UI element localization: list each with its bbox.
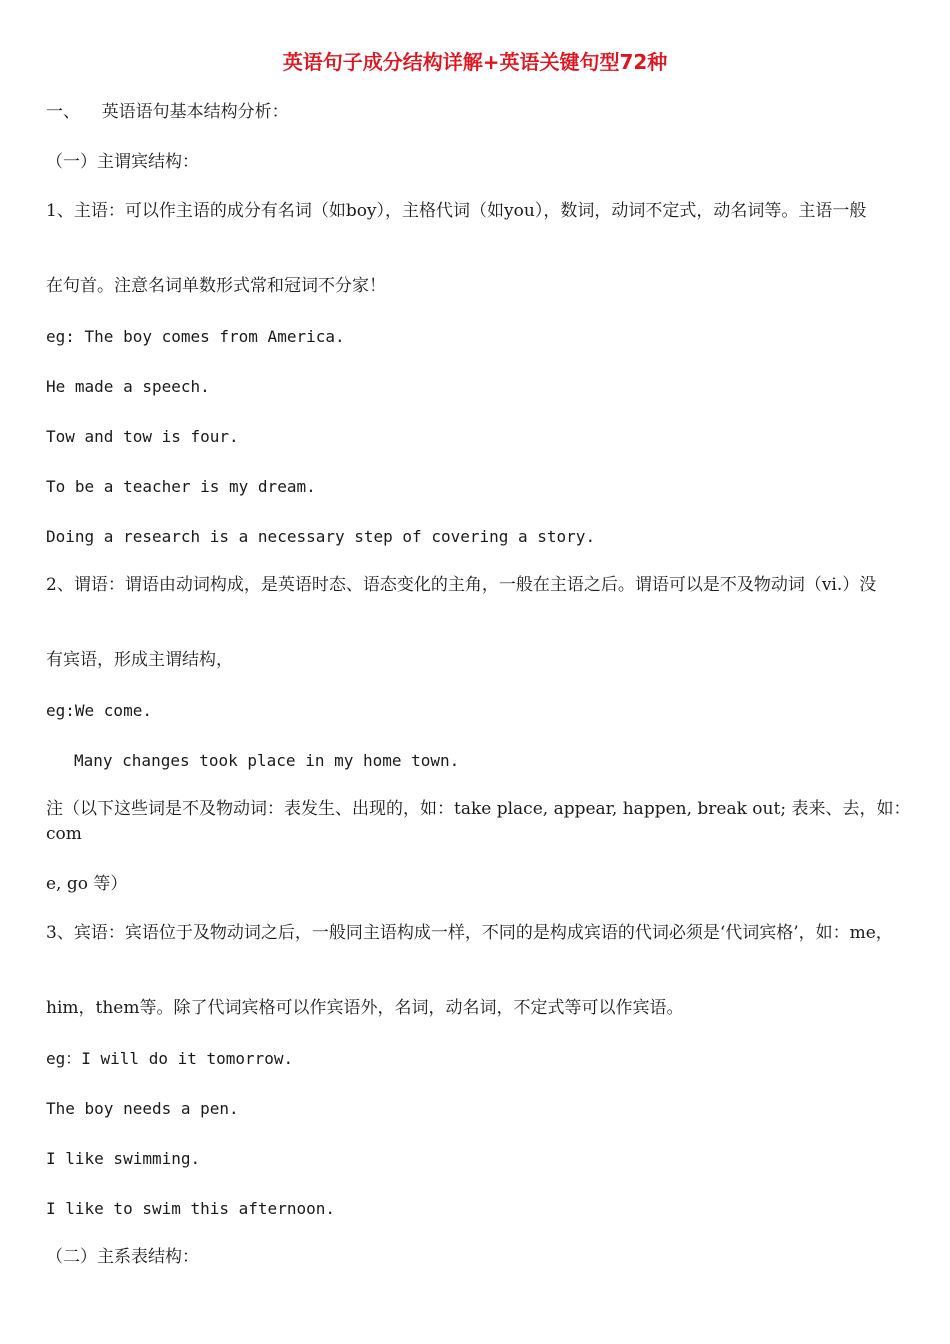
example-line: I like to swim this afternoon. [46,1199,335,1218]
paragraph-predicate: 2、谓语：谓语由动词构成，是英语时态、语态变化的主角，一般在主语之后。谓语可以是不及物动词（vi.）没 [46,575,877,595]
example-line: He made a speech. [46,377,210,396]
paragraph-object-cont: him，them等。除了代词宾格可以作宾语外，名词，动名词，不定式等可以作宾语。 [46,998,684,1018]
example-line: Doing a research is a necessary step of covering a story. [46,527,596,546]
paragraph-note-cont: e, go 等） [46,874,128,894]
example-line: eg:We come. [46,701,152,720]
paragraph-predicate-cont: 有宾语，形成主谓结构， [46,650,233,670]
subsection-heading-slp: （二）主系表结构： [46,1247,199,1267]
example-line: I like swimming. [46,1149,201,1168]
example-line: The boy needs a pen. [46,1099,239,1118]
paragraph-subject: 1、主语：可以作主语的成分有名词（如boy），主格代词（如you），数词，动词不定式，动名词等。主语一般 [46,201,867,221]
paragraph-note: 注（以下这些词是不及物动词：表发生、出现的，如：take place, appear, happen, break out; 表来、去，如：com [46,799,911,844]
example-line: Many changes took place in my home town. [74,751,460,770]
example-line: eg：I will do it tomorrow. [46,1049,294,1068]
section-heading-1: 一、 英语语句基本结构分析： [46,102,289,122]
example-line: To be a teacher is my dream. [46,477,316,496]
document-title: 英语句子成分结构详解+英语关键句型72种 [282,50,668,74]
paragraph-object: 3、宾语：宾语位于及物动词之后，一般同主语构成一样，不同的是构成宾语的代词必须是‘代词宾格’，如：me， [46,923,893,943]
paragraph-subject-cont: 在句首。注意名词单数形式常和冠词不分家！ [46,276,386,296]
example-line: eg: The boy comes from America. [46,327,345,346]
example-line: Tow and tow is four. [46,427,239,446]
subsection-heading-svo: （一）主谓宾结构： [46,152,199,172]
